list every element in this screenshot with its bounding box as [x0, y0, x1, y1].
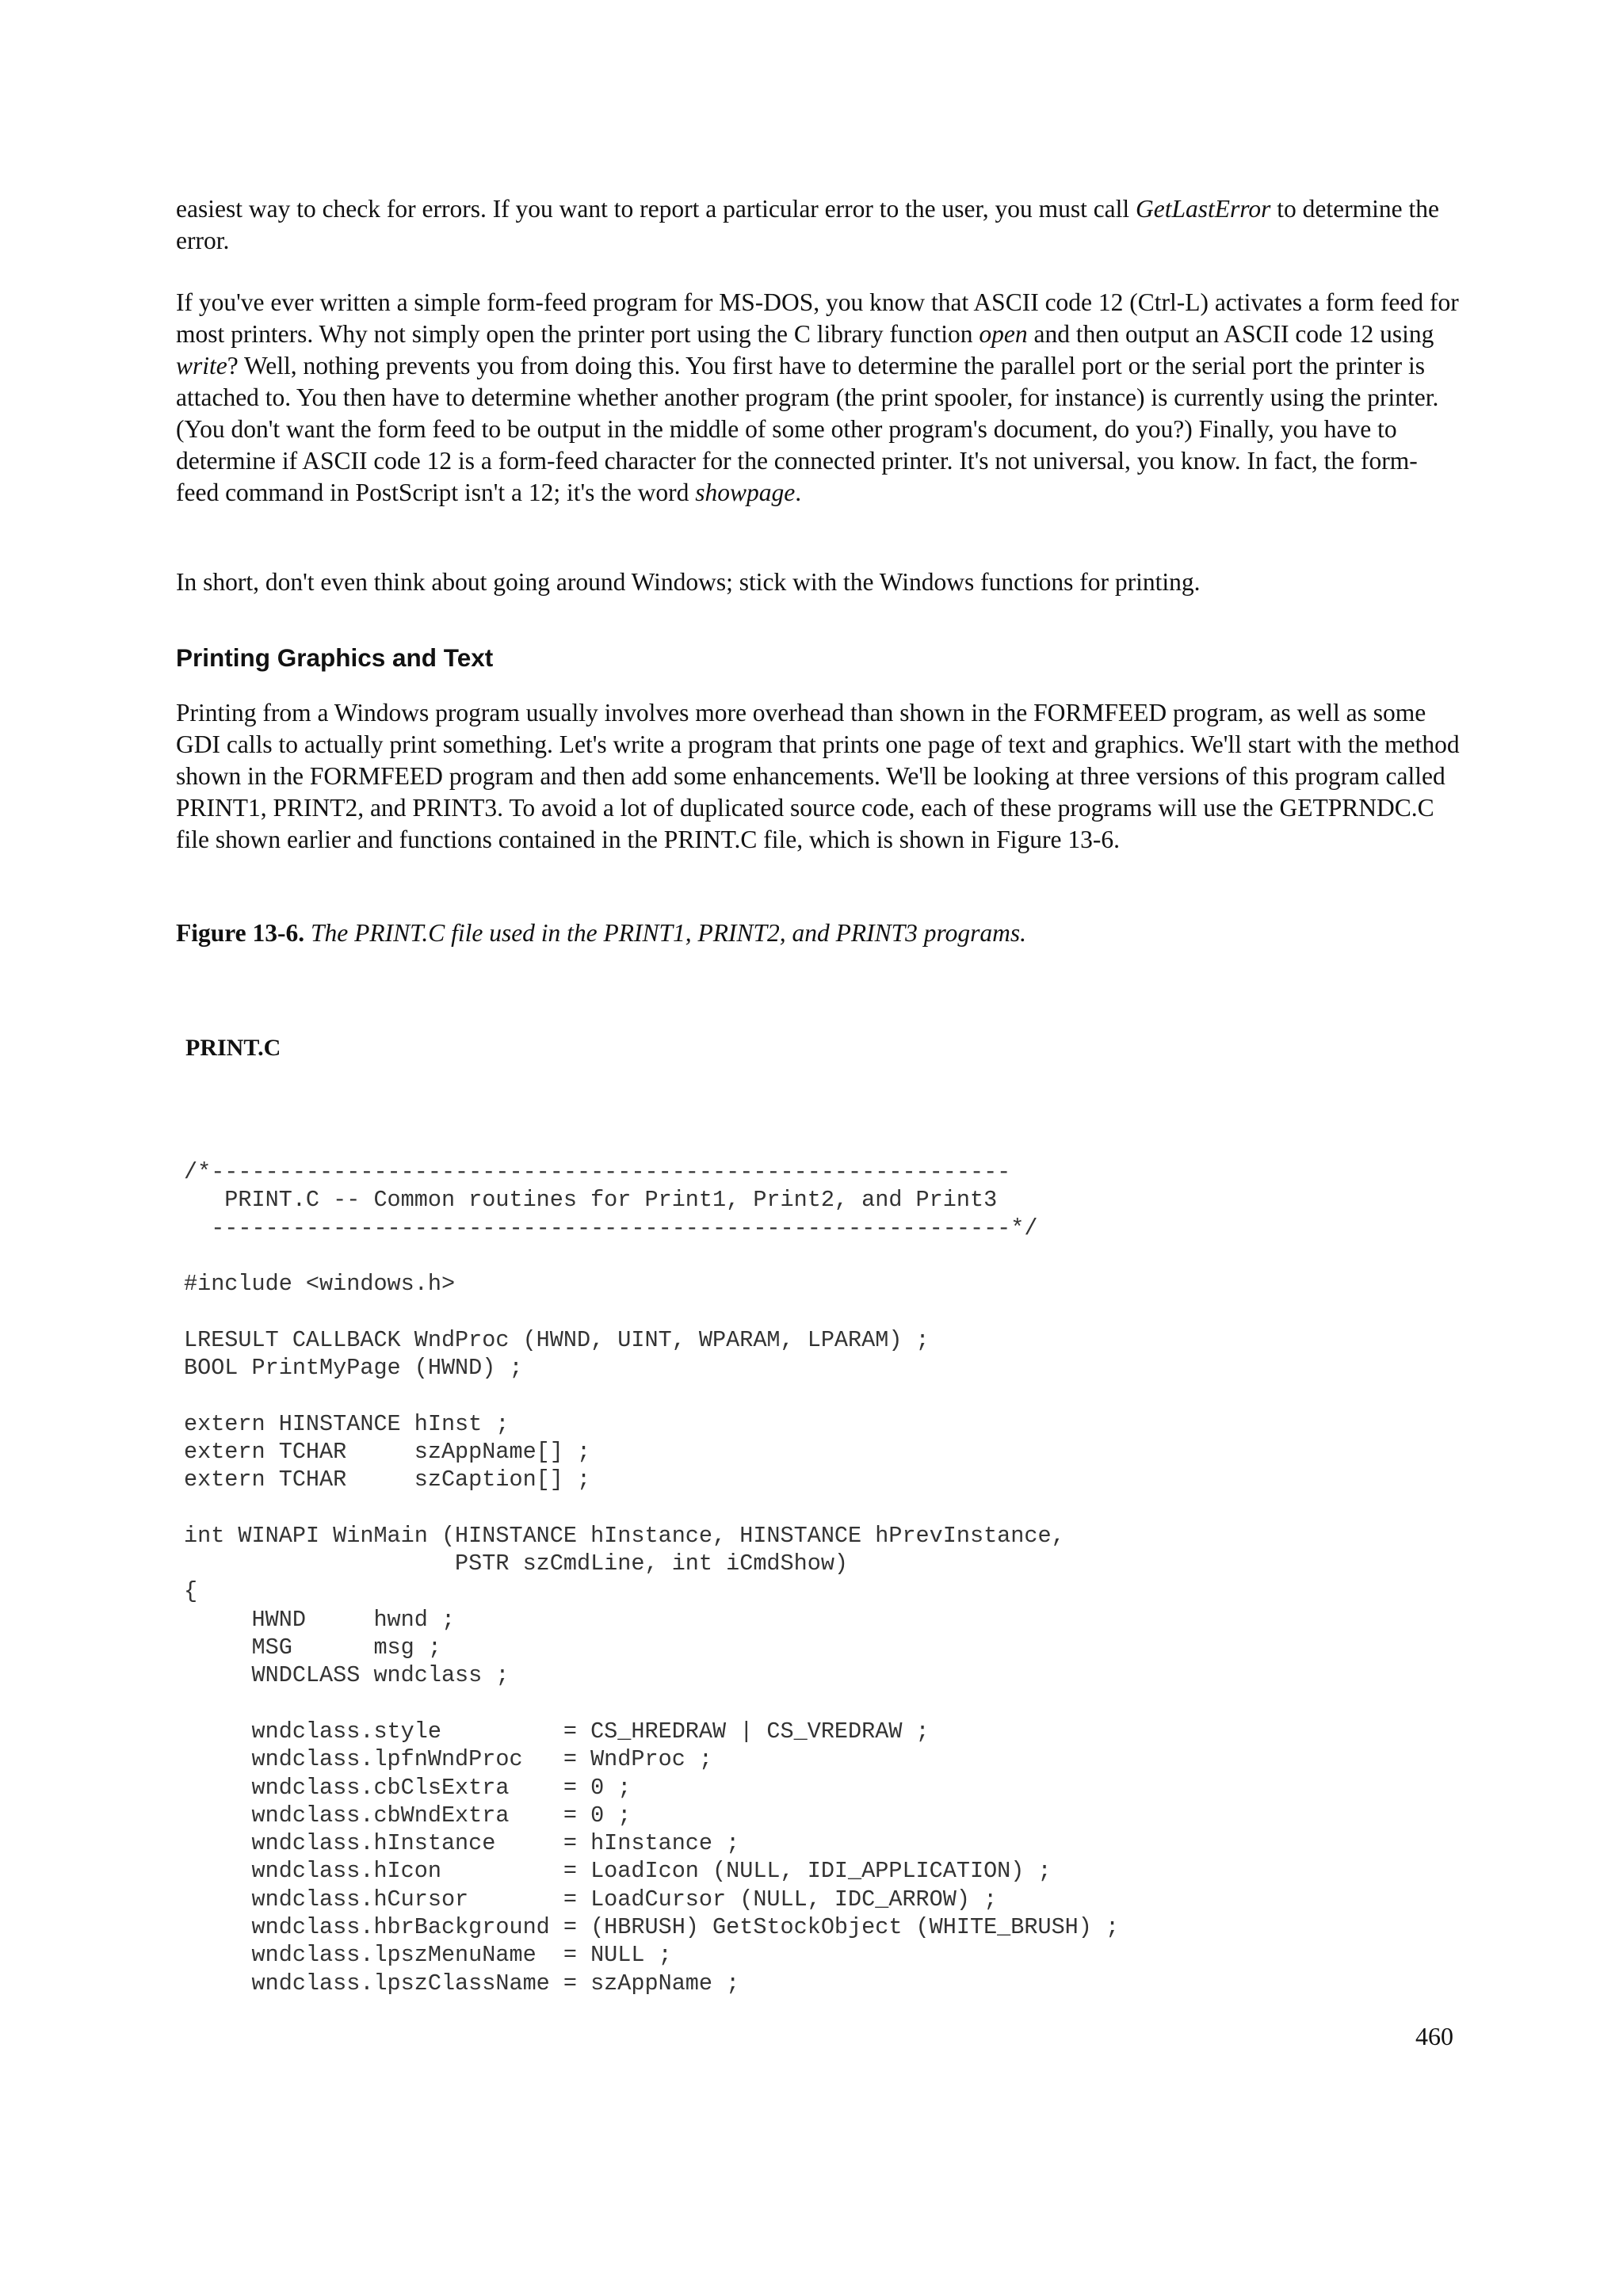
figure-label: Figure 13-6.	[176, 919, 305, 947]
text-span: to determine the error.	[176, 195, 1439, 254]
paragraph-error-checking	[176, 193, 1460, 257]
text-span: If you've ever written a simple form-feed program for MS-DOS, you know that ASCII code 12 (Ctrl-L) activates a form feed for most printers. Why not simply open the printer port using the C library function	[176, 288, 1459, 348]
text-span: and then output an ASCII code 12 using	[1027, 320, 1434, 348]
text-span: easiest way to check for errors. If you want to report a particular error to the user, you must call	[176, 195, 1136, 223]
code-listing: /*----------------------------------------------------------- PRINT.C -- Common routines for Print1, Print2, and Print3 -----------------------------------------------------------*/ #include <windows.h> LRESULT CALLBACK WndProc (HWND, UINT, WPARAM, LPARAM) ; BOOL PrintMyPage (HWND) ; extern HINSTANCE hInst ; extern TCHAR szAppName[] ; extern TCHAR szCaption[] ; int WINAPI WinMain (HINSTANCE hInstance, HINSTANCE hPrevInstance, PSTR szCmdLine, int iCmdShow) { HWND hwnd ; MSG msg ; WNDCLASS wndclass ; wndclass.style = CS_HREDRAW | CS_VREDRAW ; wndclass.lpfnWndProc = WndProc ; wndclass.cbClsExtra = 0 ; wndclass.cbWndExtra = 0 ; wndclass.hInstance = hInstance ; wndclass.hIcon = LoadIcon (NULL, IDI_APPLICATION) ; wndclass.hCursor = LoadCursor (NULL, IDC_ARROW) ; wndclass.hbrBackground = (HBRUSH) GetStockObject (WHITE_BRUSH) ; wndclass.lpszMenuName = NULL ; wndclass.lpszClassName = szAppName ;	[184, 1159, 1120, 1997]
function-name-write: write	[176, 352, 227, 379]
paragraph-msdos-formfeed	[176, 287, 1460, 509]
function-name-getlasterror: GetLastError	[1136, 195, 1271, 223]
text-span: .	[795, 479, 802, 506]
function-name-open: open	[979, 320, 1028, 348]
keyword-showpage: showpage	[695, 479, 796, 506]
figure-caption	[176, 917, 1026, 949]
figure-caption-text: The PRINT.C file used in the PRINT1, PRINT2, and PRINT3 programs.	[304, 919, 1027, 947]
paragraph-summary: In short, don't even think about going around Windows; stick with the Windows functions for printing.	[176, 568, 1201, 596]
text-span: ? Well, nothing prevents you from doing this. You first have to determine the parallel port or the serial port the printer is attached to. You then have to determine whether another program (the print spooler, for instance) is currently using the printer. (You don't want the form feed to be output in the middle of some other program's document, do you?) Finally, you have to determine if ASCII code 12 is a form-feed character for the connected printer. It's not universal, you know. In fact, the form-feed command in PostScript isn't a 12; it's the word	[176, 352, 1439, 506]
code-file-title: PRINT.C	[185, 1035, 281, 1061]
section-heading: Printing Graphics and Text	[176, 643, 494, 672]
paragraph-printing-graphics: Printing from a Windows program usually involves more overhead than shown in the FORMFEED program, as well as some GDI calls to actually print something. Let's write a program that prints one page of text and graphics. We'll start with the method shown in the FORMFEED program and then add some enhancements. We'll be looking at three versions of this program called PRINT1, PRINT2, and PRINT3. To avoid a lot of duplicated source code, each of these programs will use the GETPRNDC.C file shown earlier and functions contained in the PRINT.C file, which is shown in Figure 13-6.	[176, 699, 1460, 853]
page-number: 460	[1415, 2022, 1453, 2050]
